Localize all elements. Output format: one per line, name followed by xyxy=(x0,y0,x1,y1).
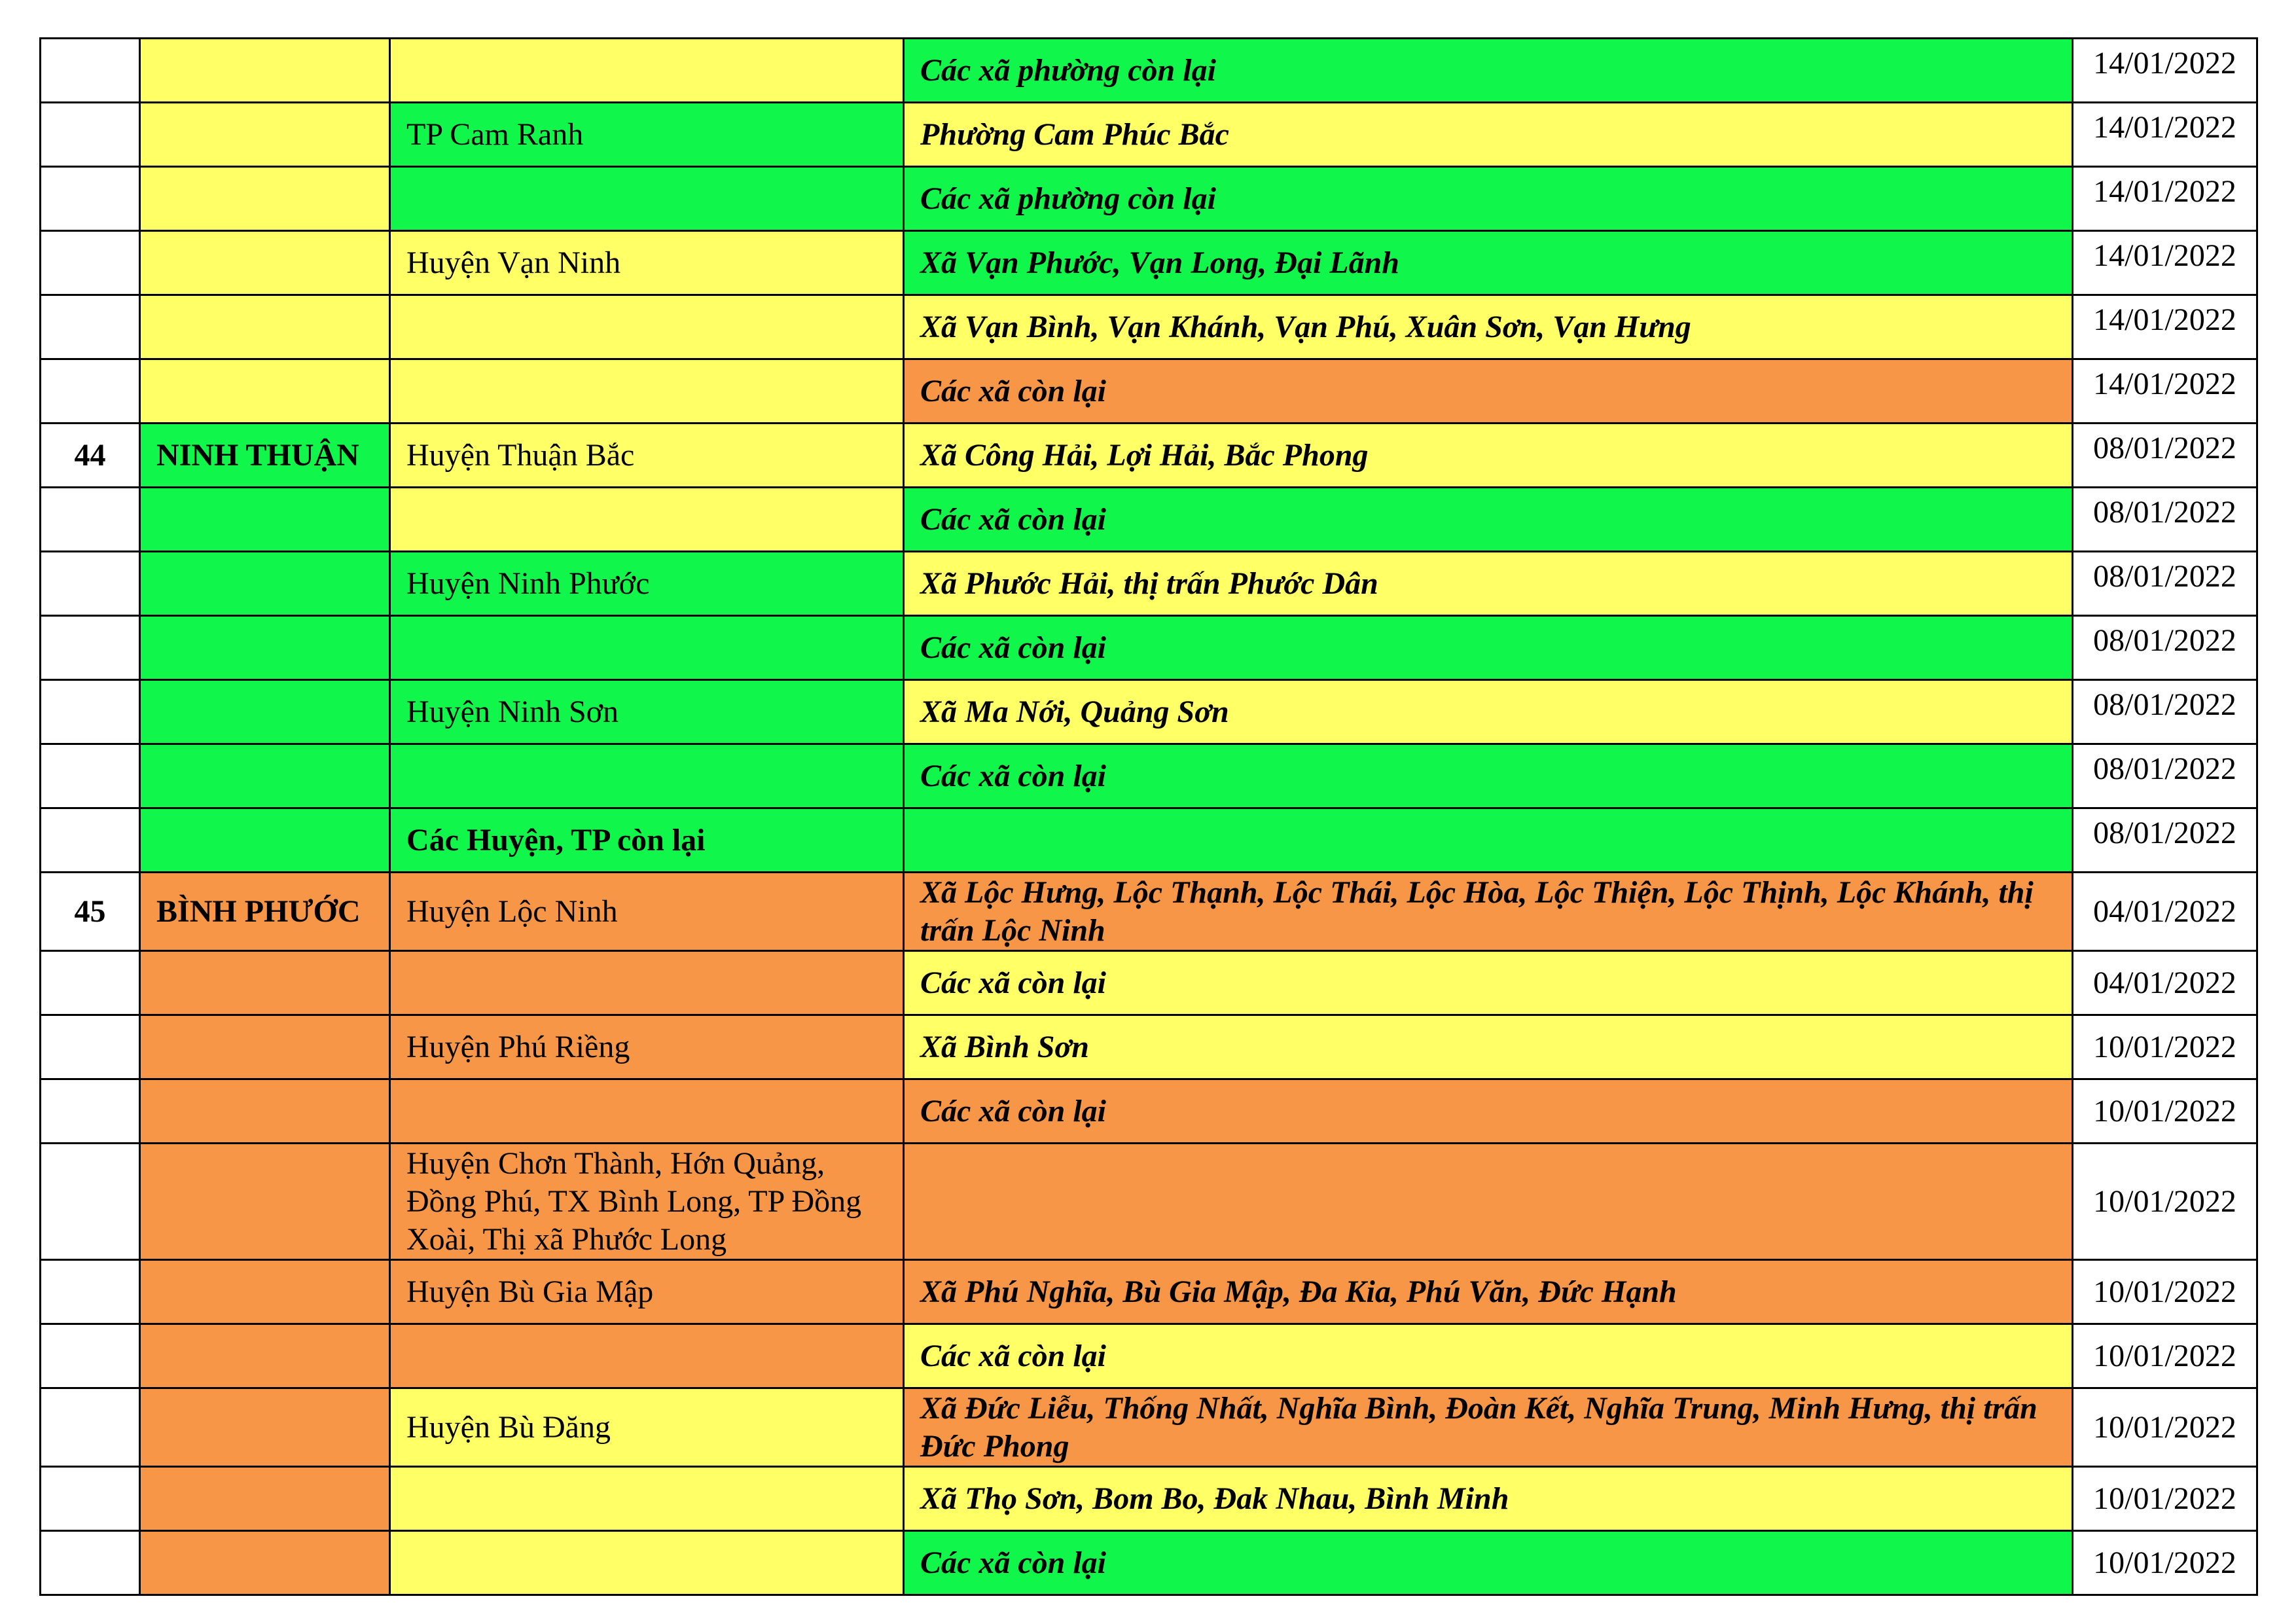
province-cell xyxy=(140,616,390,680)
province-cell xyxy=(140,103,390,167)
district-cell: Huyện Bù Đăng xyxy=(390,1388,904,1467)
area-cell: Xã Lộc Hưng, Lộc Thạnh, Lộc Thái, Lộc Hòa, Lộc Thiện, Lộc Thịnh, Lộc Khánh, thị trấn Lộc Ninh xyxy=(904,873,2073,951)
province-cell xyxy=(140,1467,390,1531)
stt-cell xyxy=(41,1388,140,1467)
table-row xyxy=(41,808,2257,873)
district-cell xyxy=(390,616,904,680)
province-cell: NINH THUẬN xyxy=(140,424,390,488)
date-cell: 08/01/2022 xyxy=(2073,488,2257,552)
province-cell xyxy=(140,1388,390,1467)
stt-cell xyxy=(41,552,140,616)
table-row xyxy=(41,1015,2257,1079)
district-cell xyxy=(390,488,904,552)
district-cell xyxy=(390,39,904,103)
date-cell: 08/01/2022 xyxy=(2073,808,2257,873)
stt-cell xyxy=(41,231,140,295)
table-row xyxy=(41,103,2257,167)
table-row xyxy=(41,744,2257,808)
area-cell: Các xã còn lại xyxy=(904,744,2073,808)
table-row xyxy=(41,359,2257,424)
date-cell: 08/01/2022 xyxy=(2073,744,2257,808)
table-row xyxy=(41,1144,2257,1260)
province-cell xyxy=(140,488,390,552)
district-cell: Huyện Lộc Ninh xyxy=(390,873,904,951)
area-cell: Các xã còn lại xyxy=(904,359,2073,424)
province-cell: BÌNH PHƯỚC xyxy=(140,873,390,951)
date-cell: 10/01/2022 xyxy=(2073,1388,2257,1467)
stt-cell xyxy=(41,951,140,1015)
area-cell: Phường Cam Phúc Bắc xyxy=(904,103,2073,167)
date-cell: 10/01/2022 xyxy=(2073,1079,2257,1144)
area-cell: Các xã còn lại xyxy=(904,1531,2073,1595)
province-cell xyxy=(140,1144,390,1260)
district-cell xyxy=(390,295,904,359)
province-cell xyxy=(140,951,390,1015)
district-cell xyxy=(390,1531,904,1595)
area-cell: Xã Phước Hải, thị trấn Phước Dân xyxy=(904,552,2073,616)
date-cell: 10/01/2022 xyxy=(2073,1260,2257,1324)
province-cell xyxy=(140,359,390,424)
table-row xyxy=(41,39,2257,103)
date-cell: 10/01/2022 xyxy=(2073,1467,2257,1531)
date-cell: 08/01/2022 xyxy=(2073,424,2257,488)
stt-cell xyxy=(41,1079,140,1144)
table-row xyxy=(41,424,2257,488)
area-cell: Các xã còn lại xyxy=(904,616,2073,680)
province-cell xyxy=(140,1079,390,1144)
stt-cell xyxy=(41,488,140,552)
district-cell: Các Huyện, TP còn lại xyxy=(390,808,904,873)
table-row xyxy=(41,167,2257,231)
stt-cell xyxy=(41,1531,140,1595)
stt-cell xyxy=(41,1015,140,1079)
area-cell: Xã Vạn Bình, Vạn Khánh, Vạn Phú, Xuân Sơn, Vạn Hưng xyxy=(904,295,2073,359)
table-row xyxy=(41,488,2257,552)
stt-cell xyxy=(41,680,140,744)
province-cell xyxy=(140,167,390,231)
area-cell xyxy=(904,1144,2073,1260)
province-cell xyxy=(140,1324,390,1388)
table-row xyxy=(41,231,2257,295)
province-cell xyxy=(140,1531,390,1595)
province-cell xyxy=(140,231,390,295)
district-cell xyxy=(390,1467,904,1531)
province-cell xyxy=(140,1260,390,1324)
district-cell xyxy=(390,167,904,231)
district-cell xyxy=(390,951,904,1015)
table-row xyxy=(41,1531,2257,1595)
table-row xyxy=(41,616,2257,680)
province-cell xyxy=(140,295,390,359)
district-cell: Huyện Phú Riềng xyxy=(390,1015,904,1079)
table-row xyxy=(41,1467,2257,1531)
area-cell: Xã Công Hải, Lợi Hải, Bắc Phong xyxy=(904,424,2073,488)
date-cell: 14/01/2022 xyxy=(2073,295,2257,359)
area-cell: Xã Bình Sơn xyxy=(904,1015,2073,1079)
stt-cell xyxy=(41,295,140,359)
area-cell: Các xã còn lại xyxy=(904,951,2073,1015)
date-cell: 14/01/2022 xyxy=(2073,103,2257,167)
district-cell: Huyện Bù Gia Mập xyxy=(390,1260,904,1324)
province-cell xyxy=(140,680,390,744)
stt-cell xyxy=(41,1144,140,1260)
stt-cell xyxy=(41,744,140,808)
district-cell: Huyện Thuận Bắc xyxy=(390,424,904,488)
date-cell: 10/01/2022 xyxy=(2073,1144,2257,1260)
stt-cell xyxy=(41,808,140,873)
date-cell: 08/01/2022 xyxy=(2073,680,2257,744)
district-cell: Huyện Ninh Sơn xyxy=(390,680,904,744)
date-cell: 04/01/2022 xyxy=(2073,873,2257,951)
date-cell: 14/01/2022 xyxy=(2073,359,2257,424)
stt-cell xyxy=(41,1324,140,1388)
date-cell: 14/01/2022 xyxy=(2073,231,2257,295)
district-cell xyxy=(390,1324,904,1388)
stt-cell xyxy=(41,103,140,167)
date-cell: 14/01/2022 xyxy=(2073,167,2257,231)
date-cell: 14/01/2022 xyxy=(2073,39,2257,103)
district-cell xyxy=(390,359,904,424)
table-row xyxy=(41,1079,2257,1144)
area-cell: Xã Thọ Sơn, Bom Bo, Đak Nhau, Bình Minh xyxy=(904,1467,2073,1531)
date-cell: 08/01/2022 xyxy=(2073,616,2257,680)
table-row xyxy=(41,552,2257,616)
table-row xyxy=(41,1388,2257,1467)
district-cell xyxy=(390,1079,904,1144)
area-cell: Các xã phường còn lại xyxy=(904,39,2073,103)
province-cell xyxy=(140,744,390,808)
district-cell: Huyện Chơn Thành, Hớn Quảng, Đồng Phú, TX Bình Long, TP Đồng Xoài, Thị xã Phước Long xyxy=(390,1144,904,1260)
zone-level-table xyxy=(39,37,2258,1596)
area-cell: Các xã còn lại xyxy=(904,1324,2073,1388)
area-cell: Xã Vạn Phước, Vạn Long, Đại Lãnh xyxy=(904,231,2073,295)
date-cell: 10/01/2022 xyxy=(2073,1324,2257,1388)
stt-cell xyxy=(41,1467,140,1531)
area-cell: Xã Phú Nghĩa, Bù Gia Mập, Đa Kia, Phú Văn, Đức Hạnh xyxy=(904,1260,2073,1324)
table-row xyxy=(41,873,2257,951)
district-cell xyxy=(390,744,904,808)
district-cell: TP Cam Ranh xyxy=(390,103,904,167)
stt-cell xyxy=(41,39,140,103)
district-cell: Huyện Ninh Phước xyxy=(390,552,904,616)
stt-cell: 44 xyxy=(41,424,140,488)
stt-cell: 45 xyxy=(41,873,140,951)
area-cell: Xã Đức Liễu, Thống Nhất, Nghĩa Bình, Đoàn Kết, Nghĩa Trung, Minh Hưng, thị trấn Đức Phong xyxy=(904,1388,2073,1467)
province-cell xyxy=(140,39,390,103)
area-cell: Xã Ma Nới, Quảng Sơn xyxy=(904,680,2073,744)
province-cell xyxy=(140,552,390,616)
area-cell: Các xã phường còn lại xyxy=(904,167,2073,231)
stt-cell xyxy=(41,359,140,424)
date-cell: 10/01/2022 xyxy=(2073,1531,2257,1595)
table-row xyxy=(41,295,2257,359)
area-cell: Các xã còn lại xyxy=(904,488,2073,552)
table-row xyxy=(41,951,2257,1015)
table-row xyxy=(41,1260,2257,1324)
district-cell: Huyện Vạn Ninh xyxy=(390,231,904,295)
area-cell: Các xã còn lại xyxy=(904,1079,2073,1144)
area-cell xyxy=(904,808,2073,873)
date-cell: 04/01/2022 xyxy=(2073,951,2257,1015)
date-cell: 10/01/2022 xyxy=(2073,1015,2257,1079)
table-row xyxy=(41,1324,2257,1388)
stt-cell xyxy=(41,1260,140,1324)
date-cell: 08/01/2022 xyxy=(2073,552,2257,616)
province-cell xyxy=(140,808,390,873)
stt-cell xyxy=(41,167,140,231)
stt-cell xyxy=(41,616,140,680)
table-row xyxy=(41,680,2257,744)
province-cell xyxy=(140,1015,390,1079)
